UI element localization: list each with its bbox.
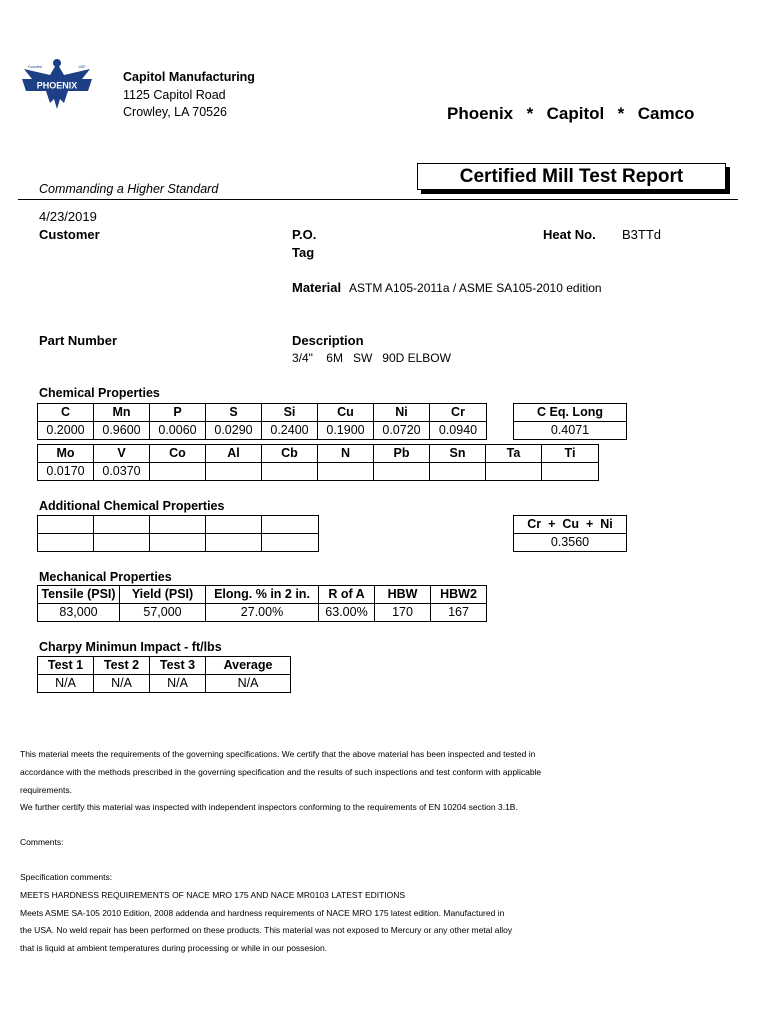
chem-header-s: S (206, 404, 262, 422)
description-value: 3/4" 6M SW 90D ELBOW (292, 351, 451, 365)
mech-value-reduction-of-area: 63.00% (319, 604, 375, 622)
additional-cell (150, 534, 206, 552)
certification-line-4: We further certify this material was inspected with independent inspectors conforming to the requirements of EN 10204 section 3.1B. (20, 802, 518, 812)
chem-header-mn: Mn (94, 404, 150, 422)
charpy-header-test1: Test 1 (38, 657, 94, 675)
charpy-value-test2: N/A (94, 675, 150, 693)
chem-header-co: Co (150, 445, 206, 463)
mech-value-tensile: 83,000 (38, 604, 120, 622)
certification-line-3: requirements. (20, 785, 72, 795)
additional-cell (206, 534, 262, 552)
chem-value-ta (486, 463, 542, 481)
additional-cell (150, 516, 206, 534)
customer-label: Customer (39, 227, 100, 242)
carbon-equivalent-table (513, 403, 627, 440)
chem-value-mo: 0.0170 (38, 463, 94, 481)
additional-cell (38, 534, 94, 552)
ceq-value: 0.4071 (514, 422, 627, 440)
chem-value-c: 0.2000 (38, 422, 94, 440)
chem-value-p: 0.0060 (150, 422, 206, 440)
charpy-header-test3: Test 3 (150, 657, 206, 675)
additional-cell (206, 516, 262, 534)
chem-header-n: N (318, 445, 374, 463)
chem-header-c: C (38, 404, 94, 422)
chem-header-cu: Cu (318, 404, 374, 422)
chem-header-pb: Pb (374, 445, 430, 463)
svg-text:PHOENIX: PHOENIX (36, 80, 78, 91)
chem-header-ta: Ta (486, 445, 542, 463)
svg-text:Founded: Founded (28, 65, 42, 69)
certification-line-2: accordance with the methods prescribed in the governing specification and the results of such inspections and test conform with applicable (20, 767, 542, 777)
spec-comment-line-3: the USA. No weld repair has been performed on these products. This material was not exposed to Mercury or any other metal alloy (20, 925, 513, 935)
tagline: Commanding a Higher Standard (39, 182, 219, 196)
heat-number-label: Heat No. (543, 227, 596, 242)
description-label: Description (292, 333, 364, 348)
charpy-header-test2: Test 2 (94, 657, 150, 675)
charpy-table (37, 656, 291, 693)
charpy-value-test3: N/A (150, 675, 206, 693)
charpy-header-average: Average (206, 657, 291, 675)
company-name: Capitol Manufacturing (123, 70, 255, 84)
ceq-header: C Eq. Long (514, 404, 627, 422)
chem-value-al (206, 463, 262, 481)
chem-value-v: 0.0370 (94, 463, 150, 481)
chemical-table-row2 (37, 444, 599, 481)
certification-line-1: This material meets the requirements of the governing specifications. We certify that the above material has been inspected and tested in (20, 749, 536, 759)
spec-comment-line-4: that is liquid at ambient temperatures during processing or while in our possesion. (20, 943, 328, 953)
chem-value-ti (542, 463, 599, 481)
chem-header-sn: Sn (430, 445, 486, 463)
cr-cu-ni-table (513, 515, 627, 552)
additional-chemical-title: Additional Chemical Properties (39, 499, 225, 513)
chemical-properties-title: Chemical Properties (39, 386, 160, 400)
chem-header-cb: Cb (262, 445, 318, 463)
cr-cu-ni-header: Cr + Cu + Ni (514, 516, 627, 534)
mech-value-elongation: 27.00% (206, 604, 319, 622)
cr-cu-ni-value: 0.3560 (514, 534, 627, 552)
mechanical-properties-title: Mechanical Properties (39, 570, 172, 584)
material-label: Material (292, 280, 342, 295)
chem-value-n (318, 463, 374, 481)
mech-value-yield: 57,000 (120, 604, 206, 622)
chem-value-sn (430, 463, 486, 481)
chem-value-pb (374, 463, 430, 481)
chemical-table-row1 (37, 403, 487, 440)
chem-header-mo: Mo (38, 445, 94, 463)
company-address-line1: 1125 Capitol Road (123, 88, 226, 102)
charpy-value-test1: N/A (38, 675, 94, 693)
additional-chemical-table (37, 515, 319, 552)
charpy-value-average: N/A (206, 675, 291, 693)
chem-header-si: Si (262, 404, 318, 422)
mechanical-table (37, 585, 487, 622)
mech-header-reduction-of-area: R of A (319, 586, 375, 604)
company-address-line2: Crowley, LA 70526 (123, 105, 227, 119)
spec-comment-line-1: MEETS HARDNESS REQUIREMENTS OF NACE MRO 175 AND NACE MR0103 LATEST EDITIONS (20, 890, 406, 900)
charpy-title: Charpy Minimun Impact - ft/lbs (39, 640, 222, 654)
chem-value-cu: 0.1900 (318, 422, 374, 440)
chem-header-ni: Ni (374, 404, 430, 422)
mech-header-elongation: Elong. % in 2 in. (206, 586, 319, 604)
spec-comments-label: Specification comments: (20, 872, 113, 882)
chem-header-al: Al (206, 445, 262, 463)
mech-header-hbw2: HBW2 (431, 586, 487, 604)
mech-header-hbw: HBW (375, 586, 431, 604)
svg-text:1987: 1987 (78, 65, 86, 69)
chem-value-co (150, 463, 206, 481)
chem-value-cr: 0.0940 (430, 422, 487, 440)
chem-value-mn: 0.9600 (94, 422, 150, 440)
additional-cell (94, 516, 150, 534)
spec-comment-line-2: Meets ASME SA-105 2010 Edition, 2008 addenda and hardness requirements of NACE MRO 175 latest edition. Manufactured in (20, 908, 505, 918)
part-number-label: Part Number (39, 333, 118, 348)
chem-value-cb (262, 463, 318, 481)
additional-cell (38, 516, 94, 534)
material-value: ASTM A105-2011a / ASME SA105-2010 edition (349, 281, 602, 295)
phoenix-logo (20, 55, 94, 113)
additional-cell (262, 516, 319, 534)
mech-header-tensile: Tensile (PSI) (38, 586, 120, 604)
chem-header-ti: Ti (542, 445, 599, 463)
chem-header-cr: Cr (430, 404, 487, 422)
brand-names: Phoenix * Capitol * Camco (447, 104, 695, 123)
chem-header-v: V (94, 445, 150, 463)
chem-value-ni: 0.0720 (374, 422, 430, 440)
chem-header-p: P (150, 404, 206, 422)
report-title: Certified Mill Test Report (417, 163, 726, 190)
chem-value-s: 0.0290 (206, 422, 262, 440)
report-date: 4/23/2019 (39, 209, 97, 224)
additional-cell (94, 534, 150, 552)
chem-value-si: 0.2400 (262, 422, 318, 440)
mech-header-yield: Yield (PSI) (120, 586, 206, 604)
comments-label: Comments: (20, 837, 64, 847)
po-label: P.O. (292, 227, 317, 242)
additional-cell (262, 534, 319, 552)
header-divider (18, 199, 738, 200)
mech-value-hbw: 170 (375, 604, 431, 622)
heat-number-value: B3TTd (622, 227, 662, 242)
mech-value-hbw2: 167 (431, 604, 487, 622)
tag-label: Tag (292, 245, 315, 260)
